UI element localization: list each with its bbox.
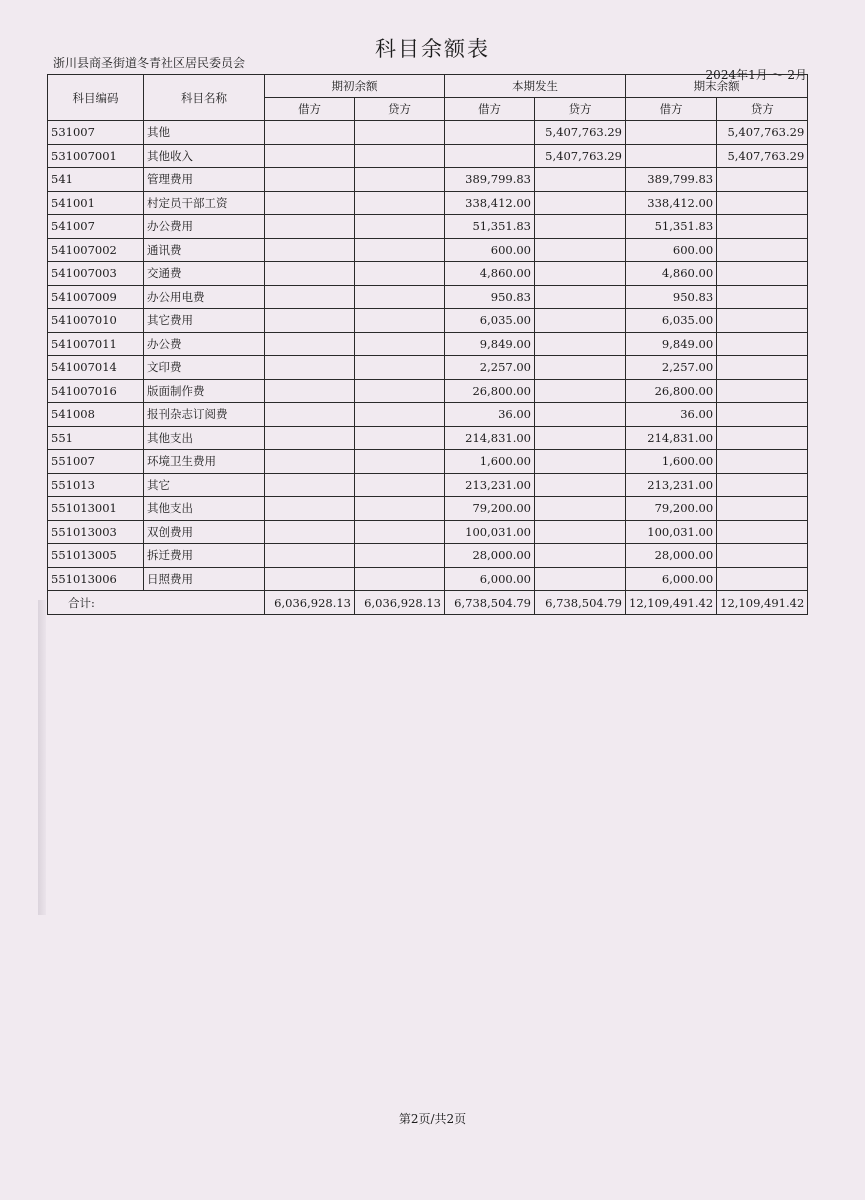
opening-credit (355, 520, 445, 544)
current-debit (445, 121, 535, 145)
current-credit (535, 191, 626, 215)
current-credit (535, 567, 626, 591)
opening-credit (355, 567, 445, 591)
table-row (48, 215, 808, 239)
account-code: 551013006 (48, 567, 144, 591)
account-name: 文印费 (144, 356, 265, 380)
account-code: 551013001 (48, 497, 144, 521)
opening-debit (265, 215, 355, 239)
closing-credit (717, 520, 808, 544)
opening-credit (355, 544, 445, 568)
current-debit: 4,860.00 (445, 262, 535, 286)
closing-debit: 214,831.00 (626, 426, 717, 450)
opening-credit (355, 356, 445, 380)
closing-debit: 1,600.00 (626, 450, 717, 474)
closing-credit (717, 285, 808, 309)
table-row (48, 262, 808, 286)
account-code: 551013003 (48, 520, 144, 544)
opening-debit (265, 144, 355, 168)
header-closing-debit: 借方 (626, 98, 717, 121)
closing-debit: 100,031.00 (626, 520, 717, 544)
current-credit (535, 332, 626, 356)
opening-credit (355, 450, 445, 474)
account-code: 541001 (48, 191, 144, 215)
account-name: 办公费 (144, 332, 265, 356)
header-closing-balance: 期末余额 (626, 75, 808, 98)
account-name: 其他支出 (144, 497, 265, 521)
opening-debit (265, 285, 355, 309)
header-closing-credit: 贷方 (717, 98, 808, 121)
header-current-credit: 贷方 (535, 98, 626, 121)
closing-debit: 389,799.83 (626, 168, 717, 192)
table-row (48, 144, 808, 168)
table-row (48, 473, 808, 497)
closing-credit (717, 332, 808, 356)
current-credit (535, 309, 626, 333)
total-current-credit: 6,738,504.79 (535, 591, 626, 615)
account-name: 管理费用 (144, 168, 265, 192)
current-debit: 214,831.00 (445, 426, 535, 450)
closing-credit (717, 309, 808, 333)
table-row (48, 121, 808, 145)
table-row (48, 567, 808, 591)
opening-debit (265, 567, 355, 591)
total-row (48, 591, 808, 615)
closing-credit (717, 238, 808, 262)
header-current-debit: 借方 (445, 98, 535, 121)
current-debit: 79,200.00 (445, 497, 535, 521)
account-code: 551013005 (48, 544, 144, 568)
closing-debit: 600.00 (626, 238, 717, 262)
account-name: 其他支出 (144, 426, 265, 450)
current-debit: 100,031.00 (445, 520, 535, 544)
account-name: 日照费用 (144, 567, 265, 591)
current-credit (535, 403, 626, 427)
closing-credit (717, 215, 808, 239)
current-debit: 338,412.00 (445, 191, 535, 215)
opening-credit (355, 215, 445, 239)
current-credit (535, 544, 626, 568)
table-row (48, 426, 808, 450)
account-code: 541007002 (48, 238, 144, 262)
closing-credit (717, 544, 808, 568)
account-name: 其他 (144, 121, 265, 145)
account-name: 拆迁费用 (144, 544, 265, 568)
closing-debit: 4,860.00 (626, 262, 717, 286)
table-row (48, 191, 808, 215)
total-closing-debit: 12,109,491.42 (626, 591, 717, 615)
opening-debit (265, 403, 355, 427)
closing-credit (717, 379, 808, 403)
current-debit: 950.83 (445, 285, 535, 309)
account-name: 交通费 (144, 262, 265, 286)
header-opening-credit: 贷方 (355, 98, 445, 121)
table-row (48, 403, 808, 427)
current-credit (535, 426, 626, 450)
current-credit (535, 215, 626, 239)
current-debit: 36.00 (445, 403, 535, 427)
closing-credit (717, 497, 808, 521)
scan-shadow (38, 600, 46, 915)
opening-debit (265, 168, 355, 192)
current-credit (535, 520, 626, 544)
closing-debit: 79,200.00 (626, 497, 717, 521)
table-row (48, 168, 808, 192)
opening-debit (265, 497, 355, 521)
table-row (48, 497, 808, 521)
header-name: 科目名称 (144, 75, 265, 121)
closing-credit (717, 450, 808, 474)
closing-credit (717, 403, 808, 427)
account-code: 551007 (48, 450, 144, 474)
current-credit (535, 356, 626, 380)
closing-debit: 338,412.00 (626, 191, 717, 215)
closing-debit: 2,257.00 (626, 356, 717, 380)
organization-name: 浙川县商圣街道冬青社区居民委员会 (53, 56, 246, 70)
opening-debit (265, 121, 355, 145)
opening-debit (265, 473, 355, 497)
account-code: 531007 (48, 121, 144, 145)
account-code: 541007 (48, 215, 144, 239)
current-credit (535, 285, 626, 309)
account-name: 其他收入 (144, 144, 265, 168)
table-row (48, 379, 808, 403)
closing-debit (626, 121, 717, 145)
current-debit: 1,600.00 (445, 450, 535, 474)
opening-credit (355, 121, 445, 145)
header-code: 科目编码 (48, 75, 144, 121)
account-code: 551013 (48, 473, 144, 497)
total-opening-debit: 6,036,928.13 (265, 591, 355, 615)
opening-debit (265, 332, 355, 356)
closing-debit: 36.00 (626, 403, 717, 427)
total-opening-credit: 6,036,928.13 (355, 591, 445, 615)
page-number: 第2页/共2页 (398, 1112, 467, 1126)
account-code: 541008 (48, 403, 144, 427)
account-name: 办公用电费 (144, 285, 265, 309)
opening-credit (355, 426, 445, 450)
current-credit (535, 262, 626, 286)
current-debit: 213,231.00 (445, 473, 535, 497)
closing-debit (626, 144, 717, 168)
opening-debit (265, 450, 355, 474)
table-row (48, 450, 808, 474)
opening-credit (355, 191, 445, 215)
header-opening-debit: 借方 (265, 98, 355, 121)
closing-credit (717, 168, 808, 192)
opening-debit (265, 309, 355, 333)
current-debit: 389,799.83 (445, 168, 535, 192)
closing-credit (717, 262, 808, 286)
closing-credit (717, 356, 808, 380)
table-row (48, 309, 808, 333)
table-row (48, 332, 808, 356)
ledger-body (48, 121, 808, 591)
current-credit: 5,407,763.29 (535, 144, 626, 168)
account-code: 541 (48, 168, 144, 192)
account-code: 541007011 (48, 332, 144, 356)
opening-credit (355, 168, 445, 192)
opening-debit (265, 262, 355, 286)
account-name: 其它 (144, 473, 265, 497)
opening-credit (355, 285, 445, 309)
current-debit (445, 144, 535, 168)
account-name: 版面制作费 (144, 379, 265, 403)
current-credit: 5,407,763.29 (535, 121, 626, 145)
opening-credit (355, 403, 445, 427)
table-row (48, 544, 808, 568)
account-name: 报刊杂志订阅费 (144, 403, 265, 427)
opening-credit (355, 144, 445, 168)
closing-debit: 950.83 (626, 285, 717, 309)
closing-debit: 6,000.00 (626, 567, 717, 591)
current-debit: 9,849.00 (445, 332, 535, 356)
account-code: 541007003 (48, 262, 144, 286)
opening-credit (355, 473, 445, 497)
current-credit (535, 473, 626, 497)
opening-credit (355, 238, 445, 262)
account-code: 541007009 (48, 285, 144, 309)
current-debit: 6,000.00 (445, 567, 535, 591)
current-credit (535, 379, 626, 403)
current-credit (535, 168, 626, 192)
header-opening-balance: 期初余额 (265, 75, 445, 98)
closing-credit (717, 191, 808, 215)
total-label: 合计: (48, 591, 265, 615)
current-credit (535, 497, 626, 521)
account-code: 541007014 (48, 356, 144, 380)
current-debit: 2,257.00 (445, 356, 535, 380)
closing-credit (717, 567, 808, 591)
opening-credit (355, 262, 445, 286)
current-debit: 28,000.00 (445, 544, 535, 568)
current-debit: 51,351.83 (445, 215, 535, 239)
report-period: 2024年1月 ～ 2月 (705, 68, 807, 82)
account-code: 541007016 (48, 379, 144, 403)
account-name: 其它费用 (144, 309, 265, 333)
closing-debit: 6,035.00 (626, 309, 717, 333)
opening-debit (265, 520, 355, 544)
account-name: 通讯费 (144, 238, 265, 262)
account-code: 531007001 (48, 144, 144, 168)
opening-credit (355, 379, 445, 403)
total-current-debit: 6,738,504.79 (445, 591, 535, 615)
closing-credit: 5,407,763.29 (717, 144, 808, 168)
opening-debit (265, 426, 355, 450)
header-current-period: 本期发生 (445, 75, 626, 98)
opening-credit (355, 332, 445, 356)
closing-debit: 213,231.00 (626, 473, 717, 497)
closing-debit: 28,000.00 (626, 544, 717, 568)
opening-debit (265, 379, 355, 403)
table-row (48, 285, 808, 309)
table-row (48, 520, 808, 544)
opening-credit (355, 309, 445, 333)
account-code: 551 (48, 426, 144, 450)
opening-debit (265, 356, 355, 380)
account-name: 双创费用 (144, 520, 265, 544)
closing-debit: 26,800.00 (626, 379, 717, 403)
opening-debit (265, 238, 355, 262)
current-credit (535, 238, 626, 262)
opening-debit (265, 191, 355, 215)
current-debit: 600.00 (445, 238, 535, 262)
account-name: 村定员干部工资 (144, 191, 265, 215)
current-credit (535, 450, 626, 474)
table-row (48, 238, 808, 262)
table-row (48, 356, 808, 380)
closing-debit: 9,849.00 (626, 332, 717, 356)
current-debit: 26,800.00 (445, 379, 535, 403)
account-name: 办公费用 (144, 215, 265, 239)
report-title: 科目余额表 (375, 37, 490, 61)
closing-debit: 51,351.83 (626, 215, 717, 239)
closing-credit: 5,407,763.29 (717, 121, 808, 145)
current-debit: 6,035.00 (445, 309, 535, 333)
total-closing-credit: 12,109,491.42 (717, 591, 808, 615)
closing-credit (717, 473, 808, 497)
opening-credit (355, 497, 445, 521)
account-name: 环境卫生费用 (144, 450, 265, 474)
account-code: 541007010 (48, 309, 144, 333)
closing-credit (717, 426, 808, 450)
account-balance-table (47, 74, 808, 615)
opening-debit (265, 544, 355, 568)
